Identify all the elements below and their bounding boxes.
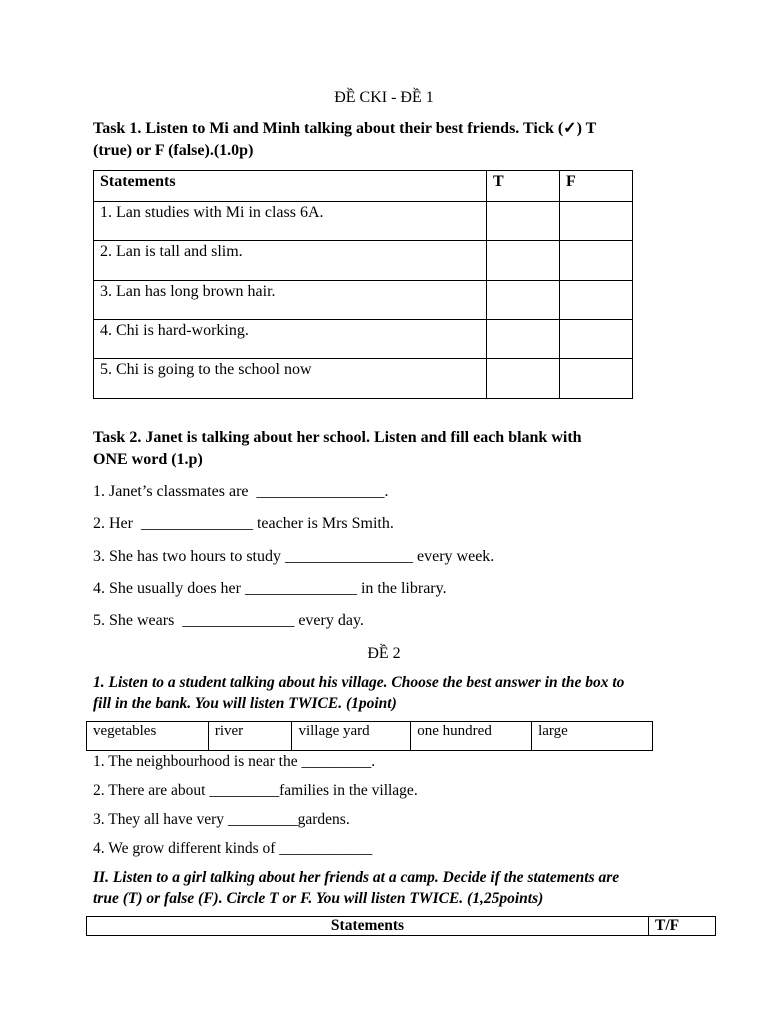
statement-cell: 2. Lan is tall and slim. — [94, 241, 487, 281]
statement-cell: 3. Lan has long brown hair. — [94, 281, 487, 320]
part1-item: 2. There are about _________families in the village. — [93, 782, 418, 799]
task2-heading-line1: Task 2. Janet is talking about her school. Listen and fill each blank with — [93, 429, 582, 446]
statements-header: Statements — [94, 171, 487, 202]
word-box-cell: vegetables — [87, 722, 209, 751]
word-box-row — [87, 722, 653, 751]
statements-header: Statements — [87, 917, 649, 936]
statement-cell: 5. Chi is going to the school now — [94, 359, 487, 399]
task2-item: 1. Janet’s classmates are ________________. — [93, 483, 389, 500]
false-cell[interactable] — [560, 359, 633, 399]
task2-item: 5. She wears ______________ every day. — [93, 612, 364, 629]
word-box — [86, 721, 653, 751]
true-cell[interactable] — [487, 320, 560, 359]
part1-item: 3. They all have very _________gardens. — [93, 811, 350, 828]
part1-item: 1. The neighbourhood is near the _________. — [93, 753, 376, 770]
exam-1-title: ĐỀ CKI - ĐỀ 1 — [334, 89, 434, 106]
false-cell[interactable] — [560, 202, 633, 241]
task1-heading-line1: Task 1. Listen to Mi and Minh talking about their best friends. Tick (✓) T — [93, 120, 597, 137]
true-cell[interactable] — [487, 241, 560, 281]
part2-heading-line2: true (T) or false (F). Circle T or F. You will listen TWICE. (1,25points) — [93, 890, 544, 907]
task1-table — [93, 170, 633, 399]
word-box-cell: river — [208, 722, 292, 751]
task2-item: 3. She has two hours to study ________________ every week. — [93, 548, 495, 565]
false-cell[interactable] — [560, 320, 633, 359]
table-row — [94, 241, 633, 281]
task1-heading — [93, 118, 683, 162]
false-cell[interactable] — [560, 241, 633, 281]
tf-header: T/F — [649, 917, 716, 936]
part2-header-row — [87, 917, 716, 936]
false-header: F — [560, 171, 633, 202]
table-row — [94, 202, 633, 241]
task1-header-row — [94, 171, 633, 202]
true-header: T — [487, 171, 560, 202]
statement-cell: 1. Lan studies with Mi in class 6A. — [94, 202, 487, 241]
part1-item: 4. We grow different kinds of ____________ — [93, 840, 373, 857]
part2-heading-line1: II. Listen to a girl talking about her friends at a camp. Decide if the statements are — [93, 869, 620, 886]
table-row — [94, 320, 633, 359]
task2-heading — [93, 427, 693, 471]
false-cell[interactable] — [560, 281, 633, 320]
task1-heading-line2: (true) or F (false).(1.0p) — [93, 142, 254, 159]
word-box-cell: large — [532, 722, 653, 751]
part1-heading-line2: fill in the bank. You will listen TWICE. (1point) — [93, 695, 397, 712]
part2-table — [86, 916, 716, 936]
task2-item: 2. Her ______________ teacher is Mrs Smith. — [93, 515, 394, 532]
table-row — [94, 359, 633, 399]
true-cell[interactable] — [487, 202, 560, 241]
true-cell[interactable] — [487, 359, 560, 399]
task2-item: 4. She usually does her ______________ in the library. — [93, 580, 447, 597]
word-box-cell: one hundred — [411, 722, 532, 751]
task2-heading-line2: ONE word (1.p) — [93, 451, 203, 468]
table-row — [94, 281, 633, 320]
true-cell[interactable] — [487, 281, 560, 320]
part2-heading — [93, 867, 713, 909]
exam-2-title: ĐỀ 2 — [367, 645, 401, 662]
word-box-cell: village yard — [292, 722, 411, 751]
part1-heading — [93, 672, 693, 714]
part1-heading-line1: 1. Listen to a student talking about his village. Choose the best answer in the box to — [93, 674, 625, 691]
statement-cell: 4. Chi is hard-working. — [94, 320, 487, 359]
